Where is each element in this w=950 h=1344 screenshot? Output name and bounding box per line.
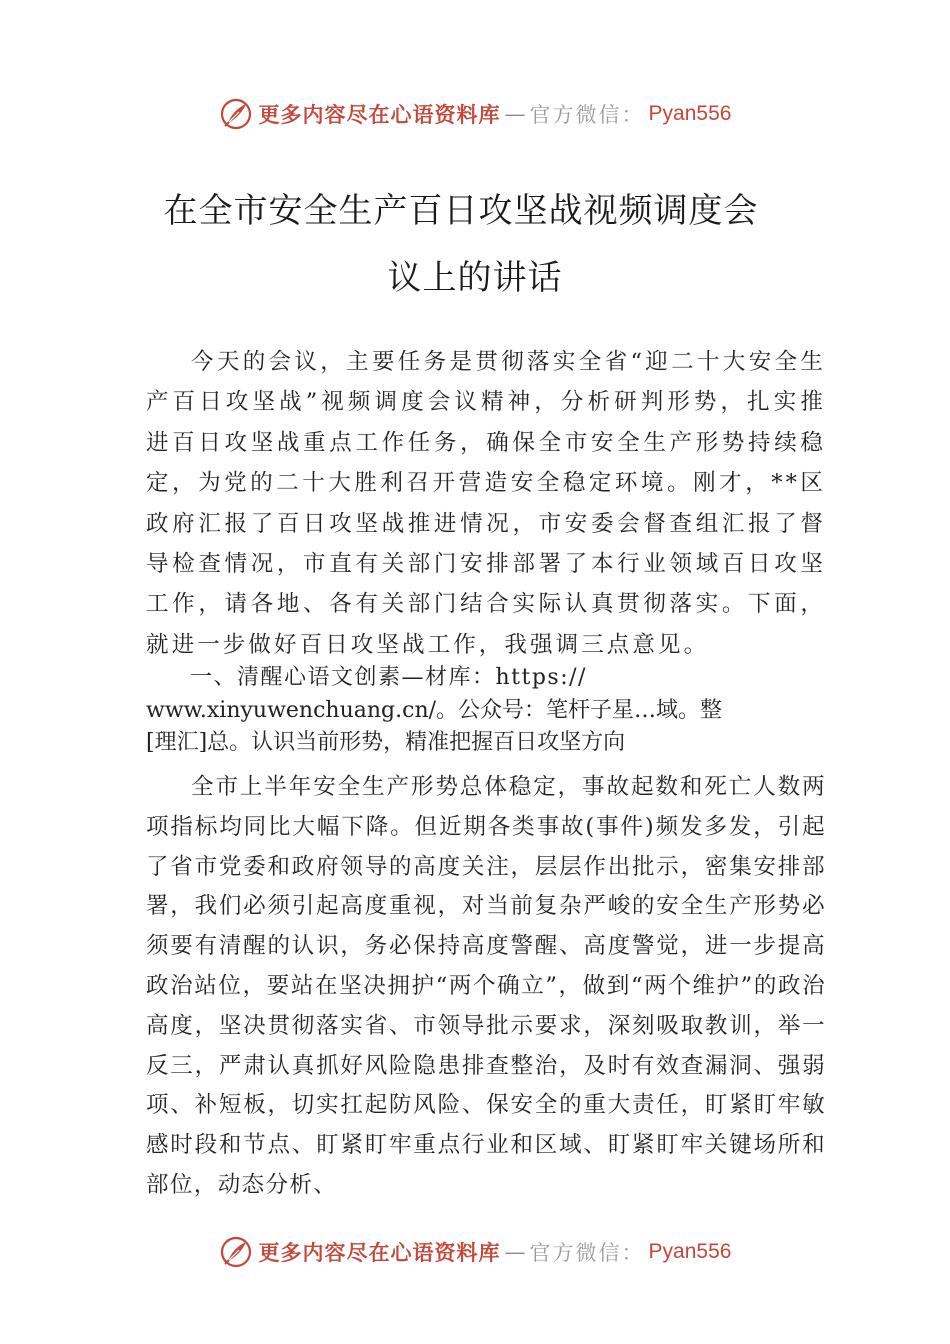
banner-text: 更多内容尽在心语资料库 bbox=[258, 1240, 501, 1265]
section-heading-1-line-1: 一、清醒心语文创素—材库：https:// bbox=[190, 665, 587, 690]
section-heading-1-line-2: www.xinyuwenchuang.cn/。公众号：笔杆子星…域。整 bbox=[146, 697, 723, 723]
banner-wechat-id: Pyan556 bbox=[648, 1240, 732, 1263]
body-paragraph-1: 今天的会议，主要任务是贯彻落实全省“迎二十大安全生产百日攻坚战”视频调度会议精神，分析研判形势，扎实推进百日攻坚战重点工作任务，确保全市安全生产形势持续稳定，为党的二十大胜利召开营造安全稳定环境。刚才，**区政府汇报了百日攻坚战推进情况，市安委会督查组汇报了督导检查情况，市直有关部门安排部署了本行业领域百日攻坚工作，请各地、各有关部门结合实际认真贯彻落实。下面，就进一步做好百日攻坚战工作，我强调三点意见。 bbox=[146, 349, 826, 658]
banner-wechat-id: Pyan556 bbox=[648, 102, 732, 125]
banner-wechat-label: 官方微信： bbox=[529, 1241, 645, 1265]
footer-banner bbox=[0, 1232, 950, 1272]
section-heading-1-line-3: [理汇]总。认识当前形势，精准把握百日攻坚方向 bbox=[146, 730, 626, 755]
banner-text: 更多内容尽在心语资料库 bbox=[258, 102, 501, 127]
header-banner bbox=[0, 94, 950, 134]
feather-pen-logo-icon bbox=[219, 97, 253, 131]
banner-wechat-label: 官方微信： bbox=[529, 103, 645, 127]
body-paragraph-2: 全市上半年安全生产形势总体稳定，事故起数和死亡人数两项指标均同比大幅下降。但近期各类事故(事件)频发多发，引起了省市党委和政府领导的高度关注，层层作出批示，密集安排部署，我们必须引起高度重视，对当前复杂严峻的安全生产形势必须要有清醒的认识，务必保持高度警醒、高度警觉，进一步提高政治站位，要站在坚决拥护“两个确立”，做到“两个维护”的政治高度，坚决贯彻落实省、市领导批示要求，深刻吸取教训，举一反三，严肃认真抓好风险隐患排查整治，及时有效查漏洞、强弱项、补短板，切实扛起防风险、保安全的重大责任，盯紧盯牢敏感时段和节点、盯紧盯牢重点行业和区域、盯紧盯牢关键场所和部位，动态分析、 bbox=[146, 774, 826, 1198]
feather-pen-logo-icon bbox=[219, 1235, 253, 1269]
section-heading-1 bbox=[146, 662, 826, 760]
document-title-line-1: 在全市安全生产百日攻坚战视频调度会 bbox=[163, 191, 759, 231]
banner-separator: — bbox=[504, 1240, 526, 1264]
document-title-line-2: 议上的讲话 bbox=[387, 258, 563, 298]
banner-separator: — bbox=[504, 102, 526, 126]
